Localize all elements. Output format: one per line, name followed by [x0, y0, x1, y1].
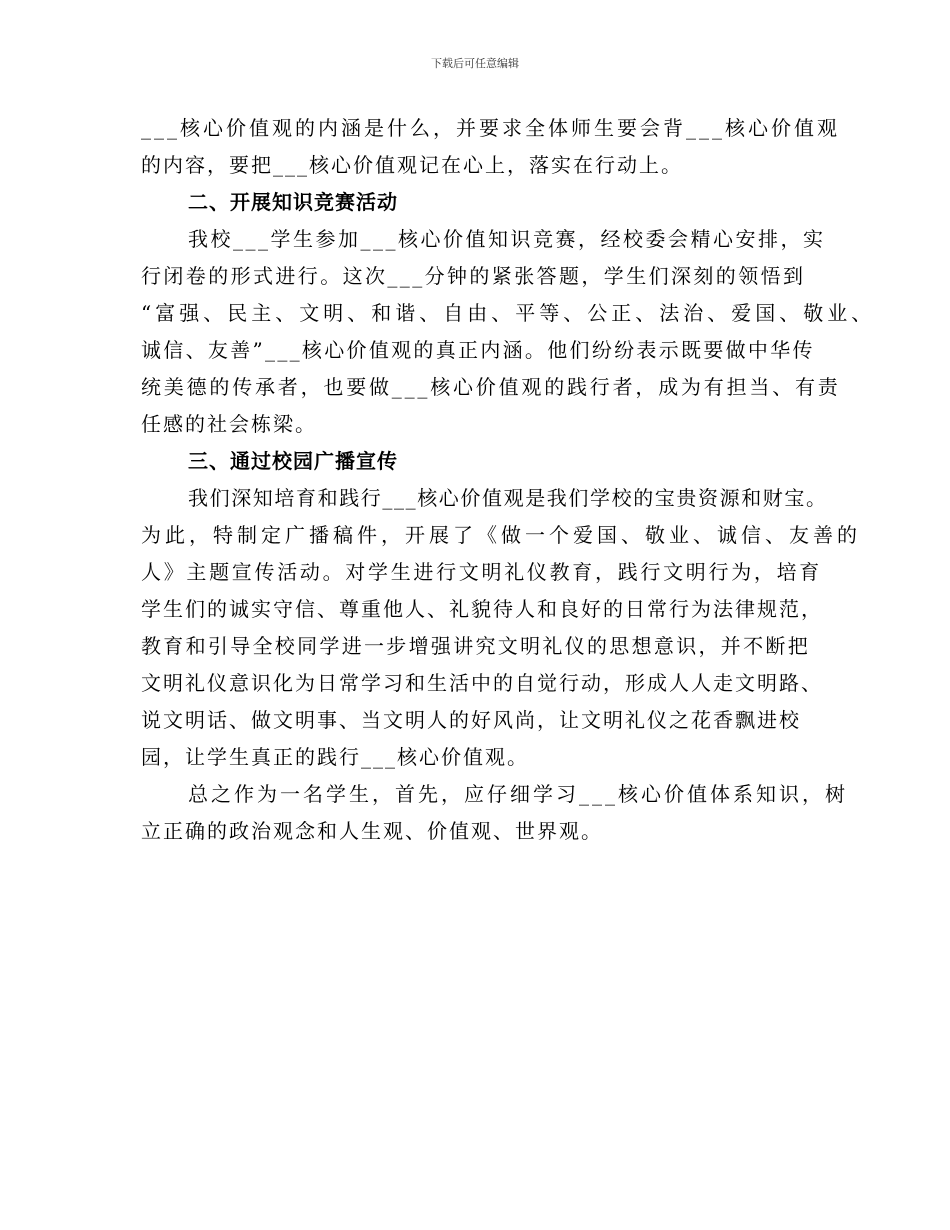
text-line: 的内容，要把___核心价值观记在心上，落实在行动上。	[141, 153, 683, 177]
text-line: ___核心价值观的内涵是什么，并要求全体师生要会背___核心价值观	[141, 116, 840, 140]
text-line: 文明礼仪意识化为日常学习和生活中的自觉行动，形成人人走文明路、	[141, 671, 823, 695]
text-line: 教育和引导全校同学进一步增强讲究文明礼仪的思想意识，并不断把	[141, 634, 810, 658]
text-line: 我们深知培育和践行___核心价值观是我们学校的宝贵资源和财宝。	[188, 486, 828, 510]
text-line: 说文明话、做文明事、当文明人的好风尚，让文明礼仪之花香飘进校	[141, 708, 801, 732]
text-line: 行闭卷的形式进行。这次___分钟的紧张答题，学生们深刻的领悟到	[141, 264, 806, 288]
section-heading: 二、开展知识竞赛活动	[188, 190, 398, 214]
header-note: 下载后可任意编辑	[431, 57, 519, 70]
text-line: 诚信、友善”___核心价值观的真正内涵。他们纷纷表示既要做中华传	[141, 338, 815, 362]
text-line: 为此，特制定广播稿件，开展了《做一个爱国、敬业、诚信、友善的	[141, 523, 861, 547]
text-line: “富强、民主、文明、和谐、自由、平等、公正、法治、爱国、敬业、	[141, 301, 876, 325]
section-heading: 三、通过校园广播宣传	[188, 449, 398, 473]
text-line: 我校___学生参加___核心价值知识竞赛，经校委会精心安排，实	[188, 227, 826, 251]
text-line: 人》主题宣传活动。对学生进行文明礼仪教育，践行文明行为，培育	[141, 560, 822, 584]
text-line: 统美德的传承者，也要做___核心价值观的践行者，成为有担当、有责	[141, 375, 841, 399]
text-line: 总之作为一名学生，首先，应仔细学习___核心价值体系知识，树	[188, 782, 848, 806]
text-line: 园，让学生真正的践行___核心价值观。	[141, 745, 529, 769]
text-line: 学生们的诚实守信、尊重他人、礼貌待人和良好的日常行为法律规范，	[141, 597, 823, 621]
text-line: 任感的社会栋梁。	[141, 412, 317, 436]
text-line: 立正确的政治观念和人生观、价值观、世界观。	[141, 819, 603, 843]
